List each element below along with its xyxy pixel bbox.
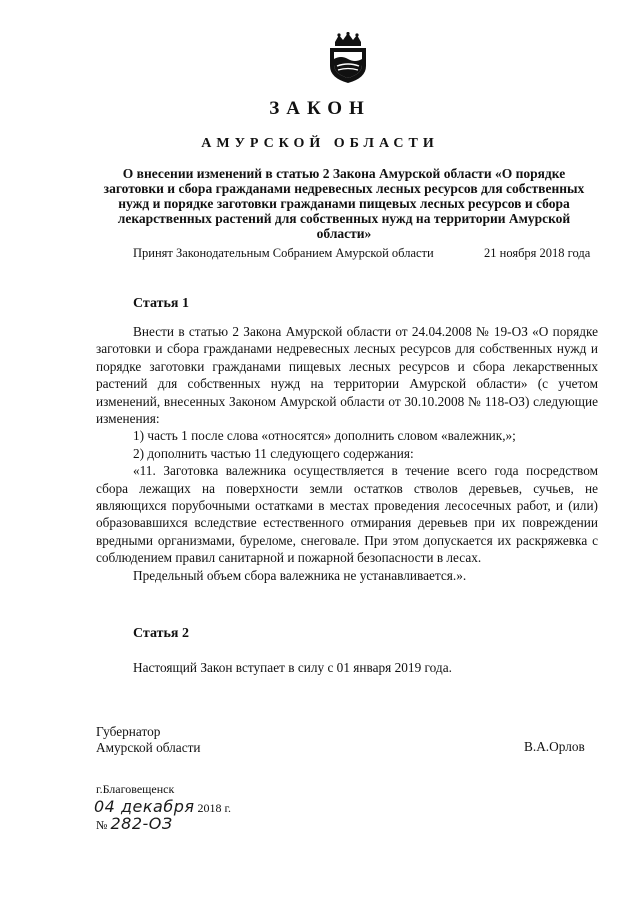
article-1-title: Статья 1 <box>133 296 189 311</box>
article-1-paragraph: Внести в статью 2 Закона Амурской области от 24.04.2008 № 19-ОЗ «О порядке заготовки и сбора гражданами недревесных лесных ресурсов для собственных нужд и порядке заготовки гражданами пищевых лесных ресурсов и сбора лекарственных растений для собственных нужд на территории Амурской области» (с учетом изменений, внесенных Законом Амурской области от 30.10.2008 № 118-ОЗ) следующие изменения: <box>96 324 598 427</box>
amur-oblast-coat-of-arms-icon <box>326 32 370 84</box>
article-1-body <box>96 323 598 584</box>
article-1-paragraph: 1) часть 1 после слова «относятся» дополнить словом «валежник,»; <box>133 428 516 444</box>
document-subtitle: АМУРСКОЙ ОБЛАСТИ <box>201 136 439 151</box>
place-of-signing: г.Благовещенск <box>96 782 175 796</box>
signature-position-line1: Губернатор <box>96 724 161 739</box>
adopted-by: Принят Законодательным Собранием Амурской области <box>133 246 434 260</box>
article-2-paragraph: Настоящий Закон вступает в силу с 01 января 2019 года. <box>133 660 452 675</box>
article-1-paragraph: Предельный объем сбора валежника не устанавливается.». <box>133 567 467 583</box>
adopted-date: 21 ноября 2018 года <box>484 246 591 260</box>
article-1-paragraph: 2) дополнить частью 11 следующего содержания: <box>133 445 414 461</box>
law-heading: О внесении изменений в статью 2 Закона Амурской области «О порядке заготовки и сбора гражданами недревесных лесных ресурсов для собственных нужд и порядке заготовки гражданами пищевых лесных ресурсов и сбора лекарственных растений для собственных нужд на территории Амурской области» <box>103 166 585 241</box>
article-2-body <box>96 659 598 676</box>
law-number <box>96 814 173 833</box>
date-year: 2018 г. <box>197 801 232 815</box>
article-2-title: Статья 2 <box>133 626 189 641</box>
signature-name: В.А.Орлов <box>524 739 585 754</box>
handwritten-number: 282-ОЗ <box>110 814 173 833</box>
number-prefix: № <box>96 818 108 832</box>
signature-position-line2: Амурской области <box>96 740 201 755</box>
document-title: ЗАКОН <box>269 98 371 119</box>
signature-position <box>96 724 201 756</box>
handwritten-date: 04 декабря <box>94 797 195 816</box>
article-1-paragraph: «11. Заготовка валежника осуществляется в течение всего года посредством сбора лежащих на поверхности земли остатков стволов деревьев, сучьев, не являющихся порубочными остатками в местах проведения лесосечных работ, и (или) образовавшихся вследствие естественного отмирания деревьев при их повреждении вредными организмами, буреломе, снеговале. При этом допускается их раскряжевка с соблюдением правил санитарной и пожарной безопасности в лесах. <box>96 463 598 566</box>
